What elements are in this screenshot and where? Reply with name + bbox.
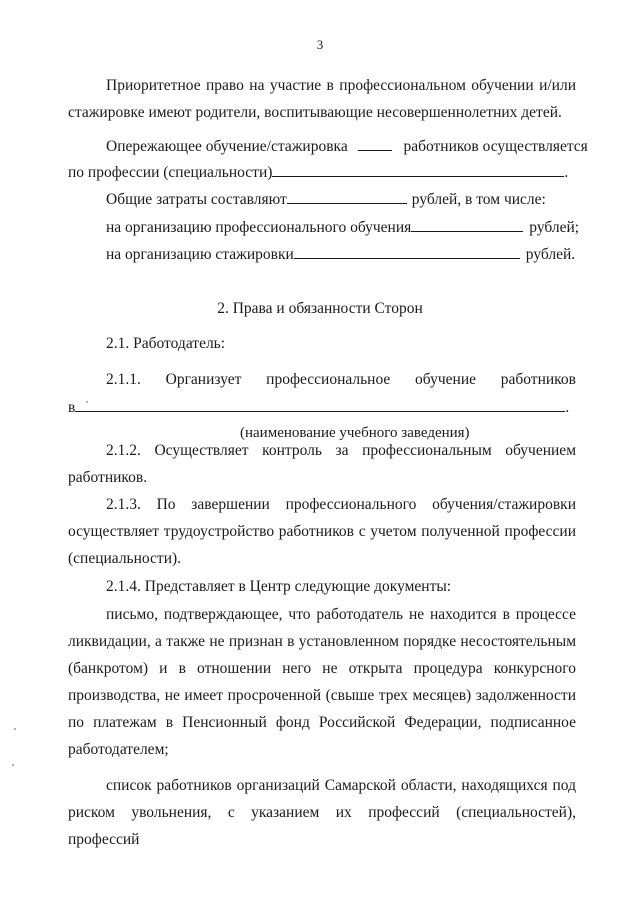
letter-line-5: по платежам в Пенсионный фонд Российской Федерации, подписанное (68, 714, 576, 731)
workers-count-blank (358, 136, 392, 151)
item-2-1-2-line-2: работников. (68, 469, 148, 486)
employer-heading: 2.1. Работодатель: (106, 335, 226, 352)
list-line-1: список работников организаций Самарской области, находящихся под (106, 777, 576, 794)
internship-cost-suffix: рублей. (525, 246, 576, 263)
item-2-1-3-line-2: осуществляет трудоустройство работников с учетом полученной профессии (68, 523, 576, 540)
section-2-heading: 2. Права и обязанности Сторон (217, 300, 423, 317)
costs-suffix: рублей, в том числе: (411, 191, 546, 208)
item-2-1-1-word: профессиональное (266, 371, 391, 388)
item-2-1-2-line-1: 2.1.2. Осуществляет контроль за профессиональным обучением (106, 442, 576, 459)
institution-prefix: в (68, 399, 76, 416)
letter-line-4: производства, не имеет просроченной (свыше трех месяцев) задолженности (68, 687, 576, 704)
institution-blank (75, 397, 565, 412)
costs-label: Общие затраты составляют (106, 191, 287, 208)
profession-line (68, 159, 568, 186)
internship-cost-line (106, 241, 575, 268)
training-cost-blank (411, 217, 523, 232)
item-2-1-3-line-3: (специальности). (68, 550, 182, 567)
institution-line (68, 394, 572, 421)
page-number: 3 (316, 37, 324, 52)
item-2-1-1-word: обучение (415, 371, 476, 388)
letter-line-1: письмо, подтверждающее, что работодатель не находится в процессе (106, 606, 576, 623)
item-2-1-1-word: 2.1.1. (106, 371, 141, 388)
list-line-2: риском увольнения, с указанием их профессий (специальностей), профессий (68, 804, 576, 848)
item-2-1-1-word: работников (500, 371, 576, 388)
advance-line (106, 133, 588, 160)
letter-line-6: работодателем; (68, 741, 169, 758)
costs-blank (287, 189, 407, 204)
item-2-1-1-word: Организует (165, 371, 242, 388)
institution-period: . (565, 399, 570, 416)
scan-speck (14, 728, 16, 730)
training-cost-suffix: рублей; (529, 219, 580, 236)
profession-blank (272, 162, 564, 177)
item-2-1-4: 2.1.4. Представляет в Центр следующие документы: (106, 578, 452, 595)
item-2-1-3-line-1: 2.1.3. По завершении профессионального обучения/стажировки (106, 496, 576, 513)
training-cost-label: на организацию профессионального обучения (106, 219, 412, 236)
priority-line-2: стажировке имеют родители, воспитывающие несовершеннолетних детей. (68, 104, 562, 121)
advance-label-end: работников осуществляется (403, 138, 588, 155)
costs-line (106, 186, 546, 213)
training-cost-line (106, 214, 579, 241)
priority-line-1: Приоритетное право на участие в профессиональном обучении и/или (106, 77, 576, 94)
profession-period: . (564, 164, 569, 181)
letter-line-3: (банкротом) и в отношении него не открыта процедура конкурсного (68, 660, 576, 677)
scan-speck (12, 764, 14, 766)
letter-line-2: ликвидации, а также не признан в установленном порядке несостоятельным (68, 633, 576, 650)
scan-speck (86, 401, 88, 403)
advance-label: Опережающее обучение/стажировка (106, 138, 348, 155)
item-2-1-1-line (106, 366, 576, 393)
internship-cost-blank (294, 244, 520, 259)
profession-label: по профессии (специальности) (68, 164, 273, 181)
institution-caption: (наименование учебного заведения) (240, 425, 470, 441)
internship-cost-label: на организацию стажировки (106, 246, 294, 263)
